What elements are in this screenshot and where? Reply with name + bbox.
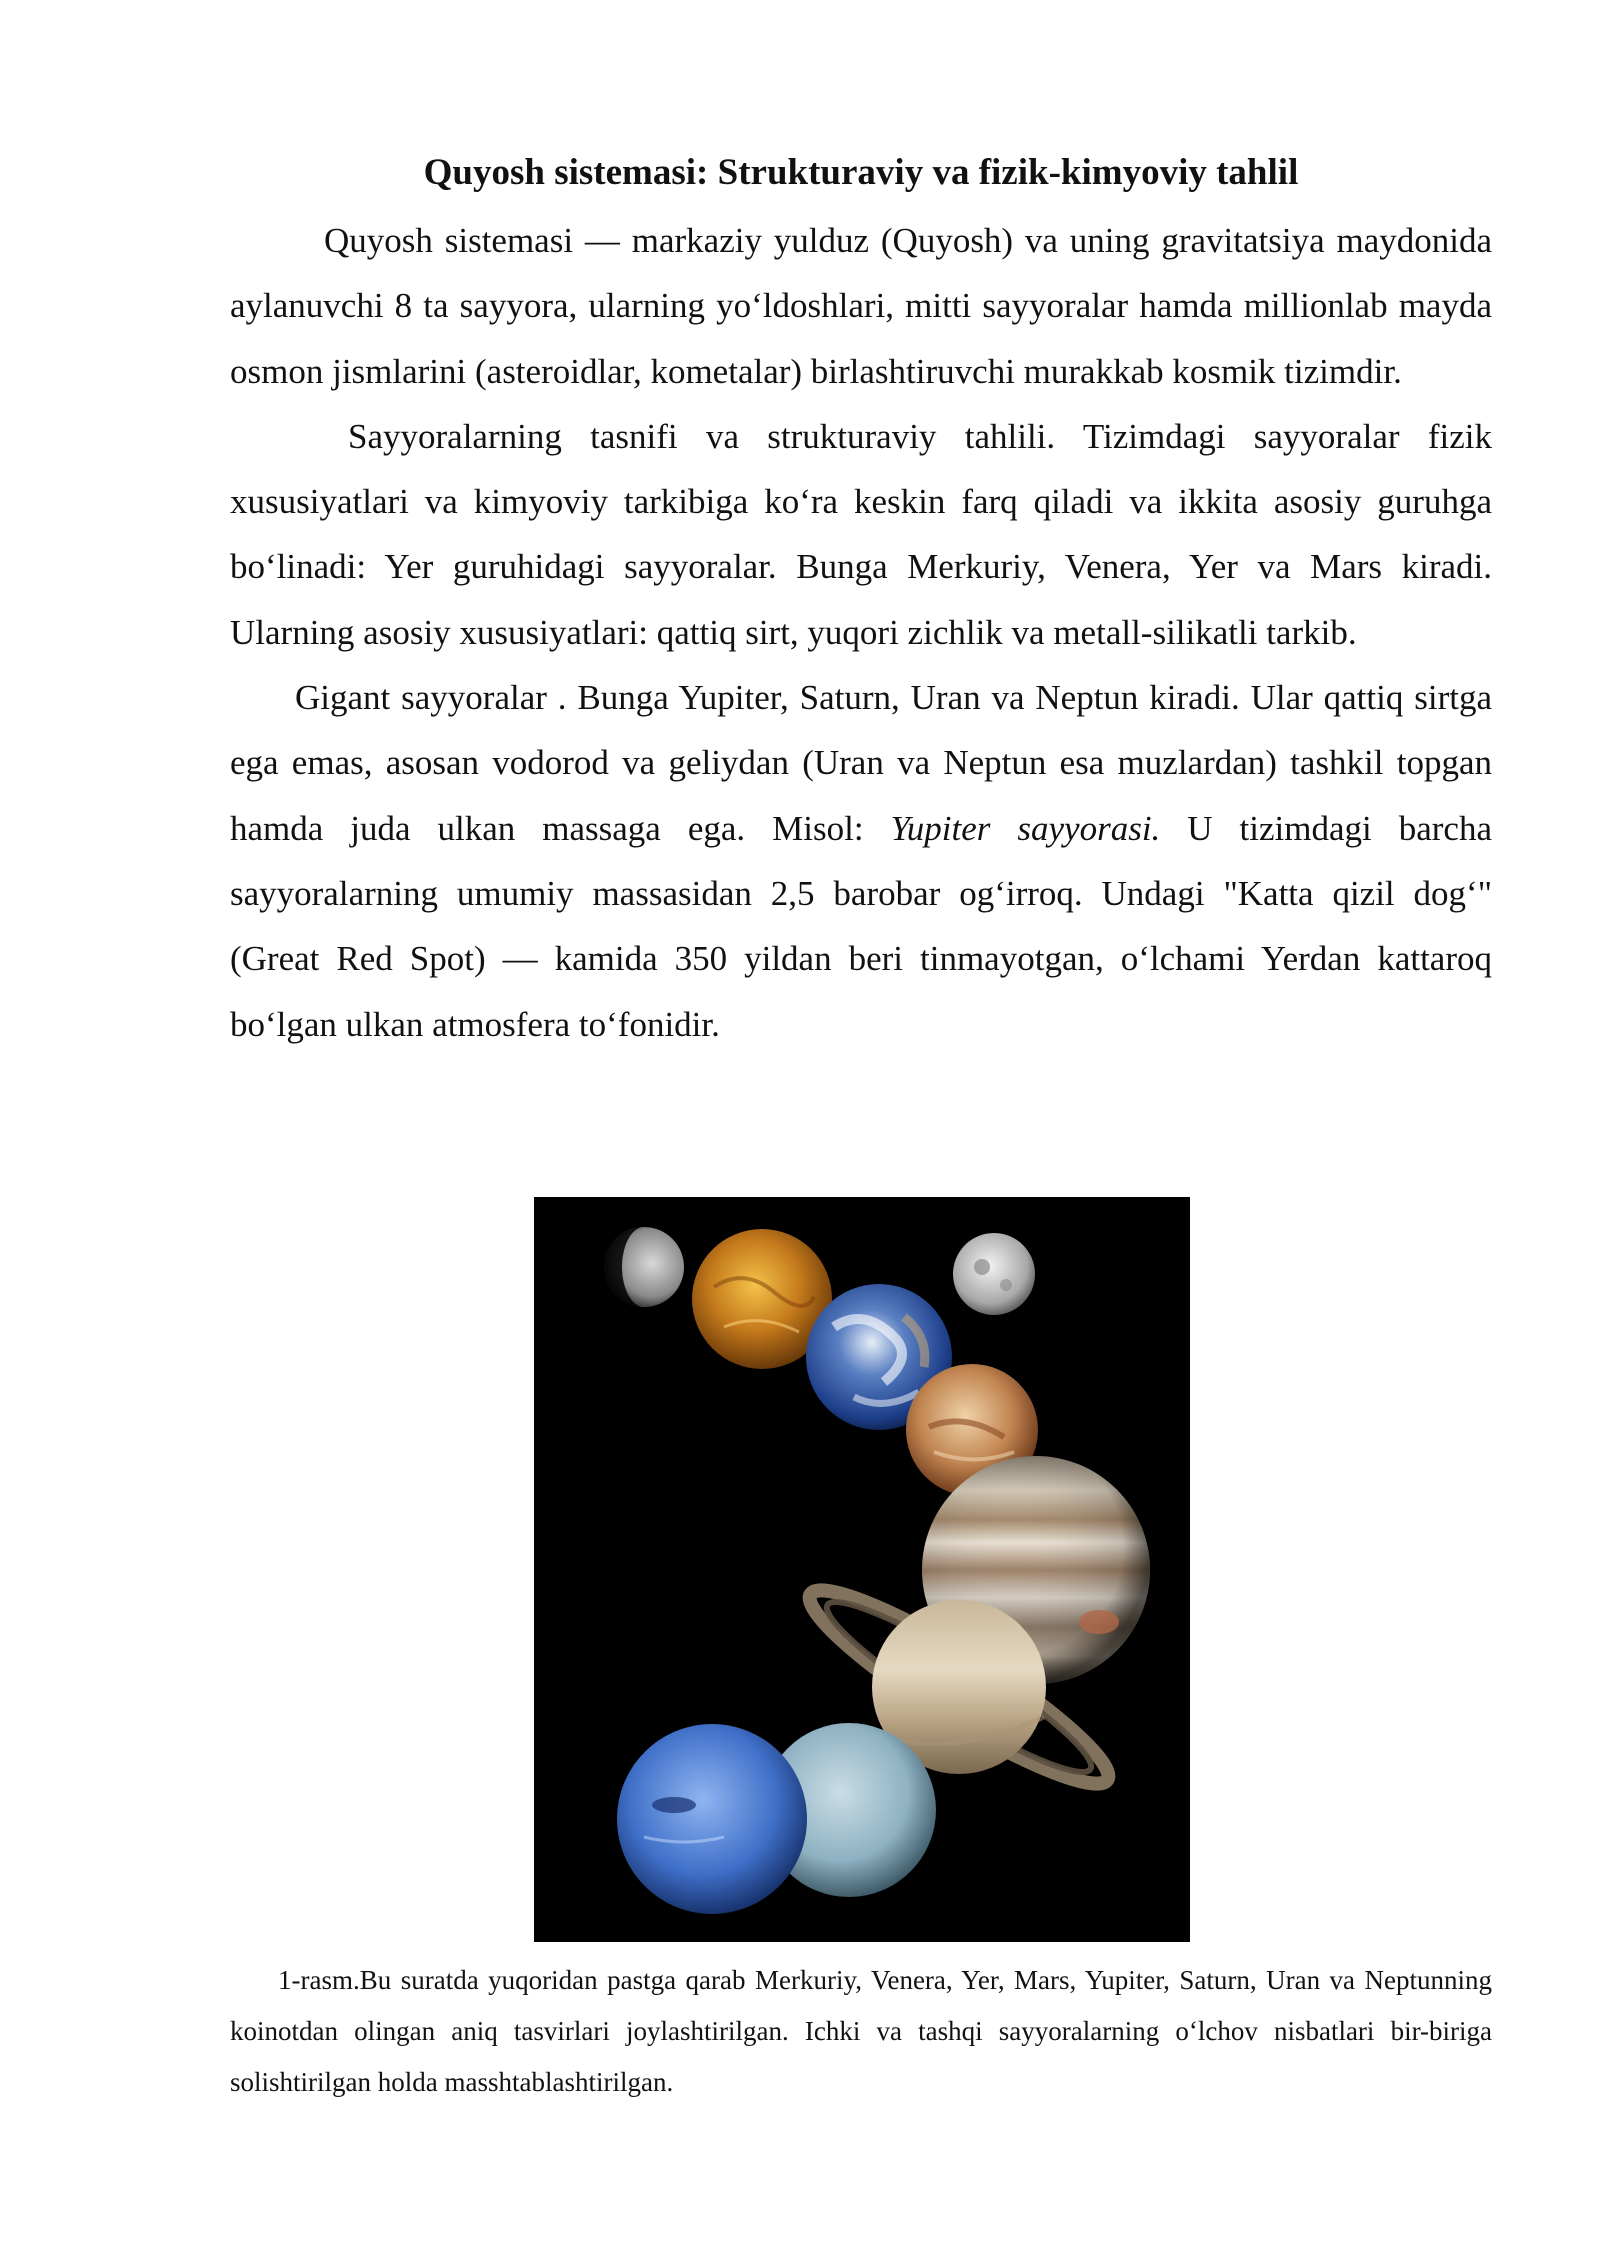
mercury-planet <box>604 1227 684 1307</box>
document-title: Quyosh sistemasi: Strukturaviy va fizik-kimyoviy tahlil <box>423 152 1299 193</box>
great-red-spot <box>1079 1610 1119 1634</box>
moon <box>953 1233 1035 1315</box>
giant-planets-text-end: U tizimdagi barcha sayyoralarning umumiy massasidan 2,5 barobar og‘irroq. Undagi "Katta qizil dog‘" (Great Red Spot) — kamida 350 yildan beri tinmayotgan, o‘lchami Yerdan kattaroq bo‘lgan ulkan atmosfera to‘fonidir. <box>230 808 1492 1044</box>
neptune-planet <box>617 1724 807 1914</box>
jupiter-example-italic: Yupiter sayyorasi. <box>890 808 1161 848</box>
giant-planets-paragraph <box>230 665 1492 1057</box>
solar-system-planets-photo <box>534 1197 1190 1942</box>
classification-paragraph: Sayyoralarning tasnifi va strukturaviy tahlili. Tizimdagi sayyoralar fizik xususiyatlari va kimyoviy tarkibiga ko‘ra keskin farq qiladi va ikkita asosiy guruhga bo‘linadi: Yer guruhidagi sayyoralar. Bunga Merkuriy, Venera, Yer va Mars kiradi. Ularning asosiy xususiyatlari: qattiq sirt, yuqori zichlik va metall-silikatli tarkib. <box>230 416 1492 652</box>
intro-paragraph: Quyosh sistemasi — markaziy yulduz (Quyosh) va uning gravitatsiya maydonida aylanuvchi 8 ta sayyora, ularning yo‘ldoshlari, mitti sayyoralar hamda millionlab mayda osmon jismlarini (asteroidlar, kometalar) birlashtiruvchi murakkab kosmik tizimdir. <box>230 221 1492 391</box>
planets-illustration <box>534 1197 1190 1942</box>
giant-planets-text-start: Gigant sayyoralar . Bunga Yupiter, Saturn, Uran va Neptun kiradi. Ular qattiq sirtga ega emas, asosan vodorod va geliydan (Uran va Neptun esa muzlardan) tashkil topgan hamda juda ulkan massaga ega. Misol: <box>230 678 1492 848</box>
figure-caption: 1-rasm.Bu suratda yuqoridan pastga qarab Merkuriy, Venera, Yer, Mars, Yupiter, Saturn, Uran va Neptunning koinotdan olingan aniq tasvirlari joylashtirilgan. Ichki va tashqi sayyoralarning o‘lchov nisbatlari bir-biriga solishtirilgan holda masshtablashtirilgan. <box>230 1965 1492 2097</box>
document-page <box>230 146 1492 1057</box>
